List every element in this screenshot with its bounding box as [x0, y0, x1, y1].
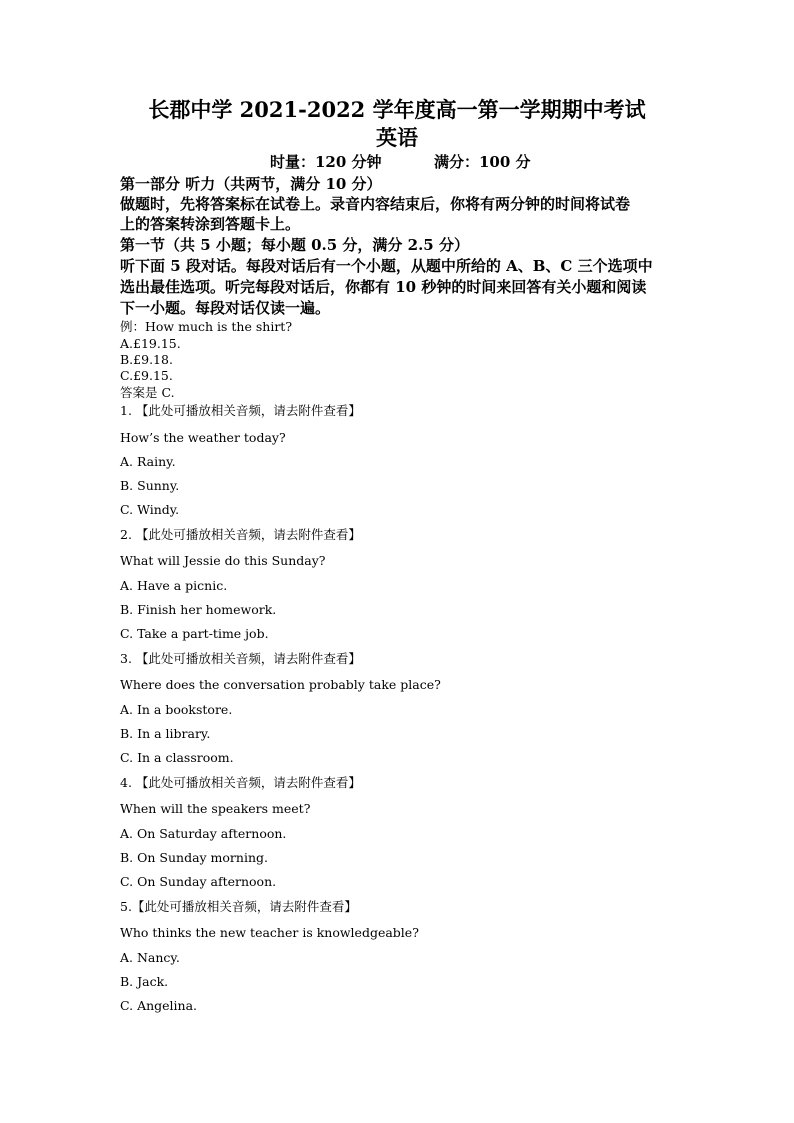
instruction-line: 上的答案转涂到答题卡上。 — [120, 215, 301, 233]
option-c[interactable]: C. In a classroom. — [120, 750, 234, 765]
option-a[interactable]: A. Nancy. — [120, 950, 180, 965]
instruction-line: 听下面 5 段对话。每段对话后有一个小题，从题中所给的 A、B、C 三个选项中 — [120, 257, 653, 275]
audio-placeholder[interactable]: 3. 【此处可播放相关音频，请去附件查看】 — [120, 651, 361, 666]
example-answer: 答案是 C. — [120, 385, 175, 400]
question-text: When will the speakers meet? — [120, 801, 311, 816]
option-c[interactable]: C. Windy. — [120, 502, 180, 517]
option-b[interactable]: B. Finish her homework. — [120, 602, 277, 617]
section-heading: 第一节（共 5 小题；每小题 0.5 分，满分 2.5 分） — [120, 236, 469, 254]
option-b[interactable]: B. On Sunday morning. — [120, 850, 268, 865]
option-a[interactable]: A. In a bookstore. — [120, 702, 233, 717]
option-a[interactable]: A. Have a picnic. — [120, 578, 228, 593]
option-b[interactable]: B. Jack. — [120, 974, 169, 989]
example-question: 例：How much is the shirt? — [120, 319, 293, 334]
option-b[interactable]: B. Sunny. — [120, 478, 180, 493]
instruction-line: 选出最佳选项。听完每段对话后，你都有 10 秒钟的时间来回答有关小题和阅读 — [120, 278, 647, 296]
example-option: A.£19.15. — [120, 336, 181, 351]
exam-score: 满分：100 分 — [434, 153, 531, 171]
question-text: Who thinks the new teacher is knowledgeable? — [120, 925, 419, 940]
question-text: Where does the conversation probably take place? — [120, 677, 441, 692]
audio-placeholder[interactable]: 5.【此处可播放相关音频，请去附件查看】 — [120, 899, 357, 914]
instruction-line: 做题时，先将答案标在试卷上。录音内容结束后，你将有两分钟的时间将试卷 — [120, 195, 631, 213]
question-text: What will Jessie do this Sunday? — [120, 553, 326, 568]
exam-subject: 英语 — [376, 125, 418, 150]
question-text: How’s the weather today? — [120, 430, 286, 445]
instruction-line: 下一小题。每段对话仅读一遍。 — [120, 299, 331, 317]
example-option: C.£9.15. — [120, 368, 173, 383]
option-a[interactable]: A. On Saturday afternoon. — [120, 826, 287, 841]
option-a[interactable]: A. Rainy. — [120, 454, 176, 469]
option-b[interactable]: B. In a library. — [120, 726, 211, 741]
option-c[interactable]: C. On Sunday afternoon. — [120, 874, 277, 889]
exam-time: 时量：120 分钟 — [270, 153, 382, 171]
audio-placeholder[interactable]: 1. 【此处可播放相关音频，请去附件查看】 — [120, 403, 361, 418]
exam-title: 长郡中学 2021-2022 学年度高一第一学期期中考试 — [148, 97, 646, 122]
option-c[interactable]: C. Angelina. — [120, 998, 198, 1013]
audio-placeholder[interactable]: 4. 【此处可播放相关音频，请去附件查看】 — [120, 775, 361, 790]
option-c[interactable]: C. Take a part-time job. — [120, 626, 269, 641]
example-option: B.£9.18. — [120, 352, 173, 367]
audio-placeholder[interactable]: 2. 【此处可播放相关音频，请去附件查看】 — [120, 527, 361, 542]
part-heading: 第一部分 听力（共两节，满分 10 分） — [120, 175, 382, 193]
